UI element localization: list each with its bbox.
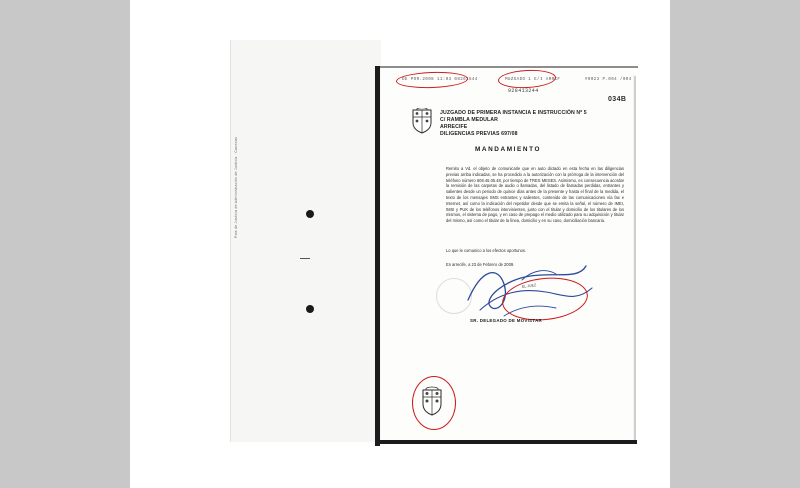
document-closing-line: Lo que le comunico a los efectos oportunos. (446, 248, 527, 253)
handwritten-code: 034B (608, 96, 627, 103)
scanned-document-page[interactable] (130, 0, 670, 488)
round-ink-stamp (436, 278, 472, 314)
hole-punch-icon (306, 305, 314, 313)
page-edge-top (380, 66, 638, 68)
viewer-gutter-right (670, 0, 800, 488)
court-heading-line-2: C/ RAMBLA MEDULAR (440, 117, 498, 123)
court-heading (440, 110, 620, 138)
margin-tick-mark (300, 258, 310, 259)
fax-number-text: 928413244 (508, 88, 539, 94)
coat-of-arms-icon (411, 108, 433, 134)
document-place-and-date: En arrecife, a 23 de Febrero de 2009. (446, 262, 515, 267)
annotation-ellipse-bottom-crest (412, 376, 456, 430)
viewer-gutter-left (0, 0, 130, 488)
margin-vertical-text: Pais de Justicia de Administración de Justicia · Canarias (234, 136, 238, 238)
page-edge-left (375, 66, 380, 446)
document-body-paragraph: Remito a Vd. el objeto de comunicarle que en auto dictado en esta fecha en las diligencias previas arriba indicadas, se ha procedido a la autorización con la prórroga de la intervención del teléfono número 608.46.05.48, por tiempo de TRES MESES. Asimismo, es consecuencia acordar la remisión de las carpetas de audio o llamadas, del listado de llamadas perdidas, entrantes y salientes desde un periodo de quince días antes de la presente y hasta el final de la medida, el texto de los mensajes SMS entrantes y salientes, contenido de las comunicaciones vía fax e Internet, así como la indicación del repetidor desde que se emita la señal, el número de IMEI, IMSI y PUK de los teléfonos intervinientes, junto con el titular y domicilio de los titulares de los mismos, el sistema de pago, y en caso de prepago el medio utilizado para su adquisición y titular del mismo, así como el titular de la línea, domicilio y en su caso, domiciliación bancaria. (446, 166, 624, 224)
court-heading-line-1: JUZGADO DE PRIMERA INSTANCIA E INSTRUCCIÓN Nº 5 (440, 110, 587, 116)
court-heading-line-3: ARRECIFE (440, 124, 468, 130)
document-title: MANDAMIENTO (474, 146, 542, 153)
fax-header-middle: MUZGADO 1 E/I ARRCF (505, 78, 561, 82)
court-heading-line-4: DILIGENCIAS PREVIAS 697/08 (440, 131, 518, 137)
judge-signature-label: EL JUEZ (521, 283, 537, 289)
recipient-label: SR. DELEGADO DE MOVISTAR (470, 318, 543, 323)
fax-header-right: #0023 P.004 /004 (585, 78, 632, 82)
page-edge-bottom (375, 440, 637, 444)
hole-punch-icon (306, 210, 314, 218)
fax-header-left: DE POR.2008 11:03 08261544 (402, 78, 478, 82)
document-left-margin-strip (230, 40, 381, 442)
